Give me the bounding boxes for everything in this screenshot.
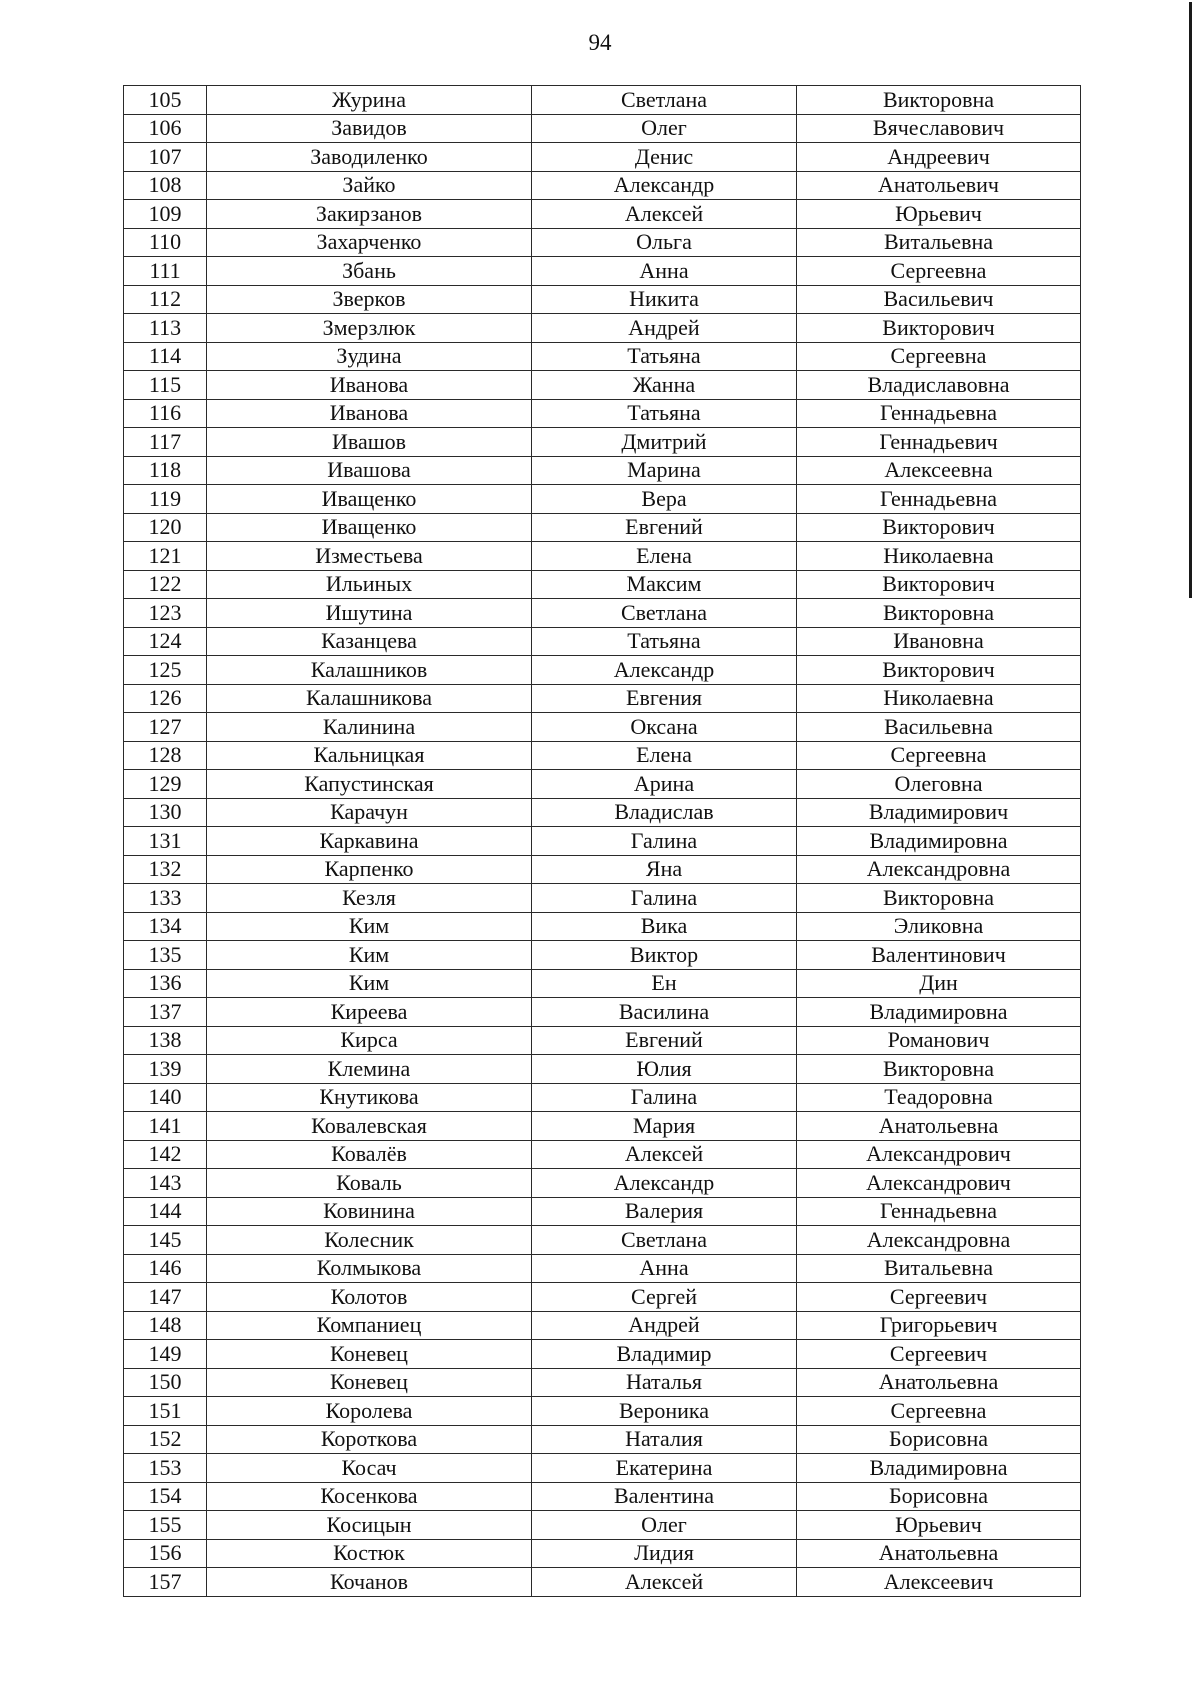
row-number-cell: 144 [124,1197,207,1226]
row-number-cell: 120 [124,513,207,542]
row-number-cell: 134 [124,912,207,941]
last-name-cell: Коневец [207,1368,532,1397]
margin-rule [1189,2,1192,598]
patronymic-cell: Владиславовна [797,371,1081,400]
table-row [124,1425,1081,1454]
first-name-cell: Вика [532,912,797,941]
first-name-cell: Татьяна [532,627,797,656]
first-name-cell: Алексей [532,1140,797,1169]
table-row [124,200,1081,229]
table-row [124,656,1081,685]
roster-body [124,86,1081,1597]
table-row [124,1026,1081,1055]
patronymic-cell: Сергеевич [797,1283,1081,1312]
table-row [124,912,1081,941]
patronymic-cell: Александровна [797,855,1081,884]
table-row [124,1539,1081,1568]
first-name-cell: Денис [532,143,797,172]
row-number-cell: 131 [124,827,207,856]
patronymic-cell: Вячеславович [797,114,1081,143]
last-name-cell: Каркавина [207,827,532,856]
last-name-cell: Косач [207,1454,532,1483]
last-name-cell: Ишутина [207,599,532,628]
first-name-cell: Алексей [532,200,797,229]
table-row [124,257,1081,286]
last-name-cell: Колесник [207,1226,532,1255]
first-name-cell: Светлана [532,1226,797,1255]
patronymic-cell: Алексеевич [797,1568,1081,1597]
row-number-cell: 155 [124,1511,207,1540]
patronymic-cell: Викторович [797,513,1081,542]
table-row [124,1055,1081,1084]
patronymic-cell: Николаевна [797,542,1081,571]
table-row [124,1169,1081,1198]
patronymic-cell: Витальевна [797,1254,1081,1283]
table-row [124,86,1081,115]
row-number-cell: 138 [124,1026,207,1055]
table-row [124,1254,1081,1283]
row-number-cell: 143 [124,1169,207,1198]
first-name-cell: Татьяна [532,342,797,371]
patronymic-cell: Геннадьевич [797,428,1081,457]
patronymic-cell: Сергеевна [797,741,1081,770]
first-name-cell: Андрей [532,314,797,343]
first-name-cell: Мария [532,1112,797,1141]
row-number-cell: 156 [124,1539,207,1568]
first-name-cell: Галина [532,884,797,913]
last-name-cell: Завидов [207,114,532,143]
last-name-cell: Закирзанов [207,200,532,229]
table-row [124,1140,1081,1169]
last-name-cell: Захарченко [207,228,532,257]
table-row [124,1397,1081,1426]
first-name-cell: Андрей [532,1311,797,1340]
row-number-cell: 105 [124,86,207,115]
table-row [124,969,1081,998]
first-name-cell: Дмитрий [532,428,797,457]
first-name-cell: Владислав [532,798,797,827]
row-number-cell: 139 [124,1055,207,1084]
patronymic-cell: Валентинович [797,941,1081,970]
row-number-cell: 145 [124,1226,207,1255]
table-row [124,1511,1081,1540]
last-name-cell: Коваль [207,1169,532,1198]
first-name-cell: Виктор [532,941,797,970]
patronymic-cell: Ивановна [797,627,1081,656]
table-row [124,855,1081,884]
table-row [124,428,1081,457]
row-number-cell: 108 [124,171,207,200]
last-name-cell: Ким [207,941,532,970]
row-number-cell: 107 [124,143,207,172]
row-number-cell: 115 [124,371,207,400]
first-name-cell: Екатерина [532,1454,797,1483]
patronymic-cell: Дин [797,969,1081,998]
table-row [124,570,1081,599]
first-name-cell: Александр [532,656,797,685]
last-name-cell: Колмыкова [207,1254,532,1283]
table-row [124,371,1081,400]
patronymic-cell: Викторович [797,314,1081,343]
first-name-cell: Яна [532,855,797,884]
first-name-cell: Наталья [532,1368,797,1397]
row-number-cell: 149 [124,1340,207,1369]
first-name-cell: Евгений [532,513,797,542]
first-name-cell: Олег [532,1511,797,1540]
last-name-cell: Ким [207,969,532,998]
last-name-cell: Казанцева [207,627,532,656]
page-number: 94 [588,30,612,55]
patronymic-cell: Сергеевна [797,257,1081,286]
first-name-cell: Никита [532,285,797,314]
table-row [124,171,1081,200]
table-row [124,770,1081,799]
patronymic-cell: Владимировна [797,827,1081,856]
patronymic-cell: Юрьевич [797,200,1081,229]
table-row [124,285,1081,314]
last-name-cell: Королева [207,1397,532,1426]
last-name-cell: Капустинская [207,770,532,799]
patronymic-cell: Сергеевна [797,342,1081,371]
last-name-cell: Заводиленко [207,143,532,172]
row-number-cell: 151 [124,1397,207,1426]
table-row [124,228,1081,257]
last-name-cell: Ковинина [207,1197,532,1226]
last-name-cell: Кезля [207,884,532,913]
row-number-cell: 110 [124,228,207,257]
row-number-cell: 157 [124,1568,207,1597]
table-row [124,1112,1081,1141]
row-number-cell: 128 [124,741,207,770]
table-row [124,114,1081,143]
last-name-cell: Калашников [207,656,532,685]
first-name-cell: Светлана [532,599,797,628]
table-row [124,713,1081,742]
patronymic-cell: Юрьевич [797,1511,1081,1540]
last-name-cell: Иванова [207,399,532,428]
patronymic-cell: Сергеевна [797,1397,1081,1426]
first-name-cell: Александр [532,171,797,200]
table-row [124,941,1081,970]
row-number-cell: 150 [124,1368,207,1397]
table-row [124,1083,1081,1112]
patronymic-cell: Владимировна [797,1454,1081,1483]
row-number-cell: 111 [124,257,207,286]
last-name-cell: Ивашова [207,456,532,485]
last-name-cell: Калашникова [207,684,532,713]
last-name-cell: Зудина [207,342,532,371]
first-name-cell: Василина [532,998,797,1027]
row-number-cell: 127 [124,713,207,742]
first-name-cell: Максим [532,570,797,599]
row-number-cell: 130 [124,798,207,827]
patronymic-cell: Теадоровна [797,1083,1081,1112]
last-name-cell: Кальницкая [207,741,532,770]
row-number-cell: 140 [124,1083,207,1112]
patronymic-cell: Эликовна [797,912,1081,941]
table-row [124,399,1081,428]
first-name-cell: Александр [532,1169,797,1198]
patronymic-cell: Васильевна [797,713,1081,742]
row-number-cell: 116 [124,399,207,428]
last-name-cell: Иващенко [207,485,532,514]
row-number-cell: 133 [124,884,207,913]
table-row [124,1226,1081,1255]
last-name-cell: Косицын [207,1511,532,1540]
patronymic-cell: Олеговна [797,770,1081,799]
last-name-cell: Коневец [207,1340,532,1369]
patronymic-cell: Викторович [797,656,1081,685]
patronymic-cell: Викторовна [797,86,1081,115]
row-number-cell: 126 [124,684,207,713]
patronymic-cell: Анатольевна [797,1368,1081,1397]
table-row [124,1482,1081,1511]
row-number-cell: 142 [124,1140,207,1169]
first-name-cell: Елена [532,542,797,571]
row-number-cell: 148 [124,1311,207,1340]
first-name-cell: Светлана [532,86,797,115]
row-number-cell: 117 [124,428,207,457]
patronymic-cell: Андреевич [797,143,1081,172]
table-row [124,1568,1081,1597]
patronymic-cell: Григорьевич [797,1311,1081,1340]
table-row [124,485,1081,514]
row-number-cell: 109 [124,200,207,229]
first-name-cell: Оксана [532,713,797,742]
row-number-cell: 147 [124,1283,207,1312]
table-row [124,1311,1081,1340]
last-name-cell: Колотов [207,1283,532,1312]
last-name-cell: Карачун [207,798,532,827]
table-row [124,798,1081,827]
first-name-cell: Валентина [532,1482,797,1511]
last-name-cell: Калинина [207,713,532,742]
table-row [124,884,1081,913]
patronymic-cell: Геннадьевна [797,399,1081,428]
last-name-cell: Косенкова [207,1482,532,1511]
table-row [124,143,1081,172]
last-name-cell: Ильиных [207,570,532,599]
row-number-cell: 113 [124,314,207,343]
patronymic-cell: Викторовна [797,884,1081,913]
table-row [124,542,1081,571]
last-name-cell: Зверков [207,285,532,314]
first-name-cell: Марина [532,456,797,485]
first-name-cell: Лидия [532,1539,797,1568]
last-name-cell: Изместьева [207,542,532,571]
table-row [124,627,1081,656]
last-name-cell: Кнутикова [207,1083,532,1112]
last-name-cell: Клемина [207,1055,532,1084]
row-number-cell: 121 [124,542,207,571]
row-number-cell: 112 [124,285,207,314]
table-row [124,1368,1081,1397]
first-name-cell: Галина [532,827,797,856]
row-number-cell: 153 [124,1454,207,1483]
last-name-cell: Иващенко [207,513,532,542]
first-name-cell: Валерия [532,1197,797,1226]
first-name-cell: Вера [532,485,797,514]
last-name-cell: Короткова [207,1425,532,1454]
patronymic-cell: Анатольевна [797,1539,1081,1568]
table-row [124,1340,1081,1369]
patronymic-cell: Александровна [797,1226,1081,1255]
last-name-cell: Киреева [207,998,532,1027]
row-number-cell: 136 [124,969,207,998]
first-name-cell: Евгения [532,684,797,713]
row-number-cell: 135 [124,941,207,970]
last-name-cell: Карпенко [207,855,532,884]
row-number-cell: 123 [124,599,207,628]
table-row [124,599,1081,628]
first-name-cell: Сергей [532,1283,797,1312]
patronymic-cell: Сергеевич [797,1340,1081,1369]
patronymic-cell: Александрович [797,1169,1081,1198]
row-number-cell: 114 [124,342,207,371]
first-name-cell: Жанна [532,371,797,400]
first-name-cell: Евгений [532,1026,797,1055]
patronymic-cell: Романович [797,1026,1081,1055]
patronymic-cell: Геннадьевна [797,485,1081,514]
last-name-cell: Ковалевская [207,1112,532,1141]
last-name-cell: Кочанов [207,1568,532,1597]
first-name-cell: Ен [532,969,797,998]
patronymic-cell: Анатольевна [797,1112,1081,1141]
first-name-cell: Олег [532,114,797,143]
table-row [124,684,1081,713]
last-name-cell: Иванова [207,371,532,400]
row-number-cell: 125 [124,656,207,685]
last-name-cell: Збань [207,257,532,286]
first-name-cell: Галина [532,1083,797,1112]
row-number-cell: 141 [124,1112,207,1141]
row-number-cell: 106 [124,114,207,143]
first-name-cell: Ольга [532,228,797,257]
last-name-cell: Ковалёв [207,1140,532,1169]
last-name-cell: Кирса [207,1026,532,1055]
table-row [124,314,1081,343]
table-row [124,1197,1081,1226]
row-number-cell: 137 [124,998,207,1027]
first-name-cell: Вероника [532,1397,797,1426]
row-number-cell: 124 [124,627,207,656]
last-name-cell: Ивашов [207,428,532,457]
table-row [124,342,1081,371]
patronymic-cell: Владимирович [797,798,1081,827]
patronymic-cell: Анатольевич [797,171,1081,200]
patronymic-cell: Борисовна [797,1425,1081,1454]
row-number-cell: 129 [124,770,207,799]
first-name-cell: Наталия [532,1425,797,1454]
last-name-cell: Зайко [207,171,532,200]
table-row [124,998,1081,1027]
roster-table [123,85,1081,1597]
row-number-cell: 119 [124,485,207,514]
row-number-cell: 146 [124,1254,207,1283]
patronymic-cell: Васильевич [797,285,1081,314]
row-number-cell: 152 [124,1425,207,1454]
patronymic-cell: Викторовна [797,599,1081,628]
patronymic-cell: Александрович [797,1140,1081,1169]
table-row [124,827,1081,856]
last-name-cell: Змерзлюк [207,314,532,343]
patronymic-cell: Витальевна [797,228,1081,257]
patronymic-cell: Викторовна [797,1055,1081,1084]
row-number-cell: 122 [124,570,207,599]
first-name-cell: Елена [532,741,797,770]
row-number-cell: 132 [124,855,207,884]
patronymic-cell: Николаевна [797,684,1081,713]
table-row [124,513,1081,542]
first-name-cell: Анна [532,257,797,286]
patronymic-cell: Геннадьевна [797,1197,1081,1226]
last-name-cell: Журина [207,86,532,115]
table-row [124,456,1081,485]
patronymic-cell: Викторович [797,570,1081,599]
row-number-cell: 118 [124,456,207,485]
first-name-cell: Татьяна [532,399,797,428]
patronymic-cell: Борисовна [797,1482,1081,1511]
table-row [124,1454,1081,1483]
table-row [124,1283,1081,1312]
last-name-cell: Ким [207,912,532,941]
first-name-cell: Алексей [532,1568,797,1597]
row-number-cell: 154 [124,1482,207,1511]
last-name-cell: Костюк [207,1539,532,1568]
patronymic-cell: Алексеевна [797,456,1081,485]
table-row [124,741,1081,770]
first-name-cell: Арина [532,770,797,799]
first-name-cell: Владимир [532,1340,797,1369]
first-name-cell: Анна [532,1254,797,1283]
last-name-cell: Компаниец [207,1311,532,1340]
first-name-cell: Юлия [532,1055,797,1084]
patronymic-cell: Владимировна [797,998,1081,1027]
